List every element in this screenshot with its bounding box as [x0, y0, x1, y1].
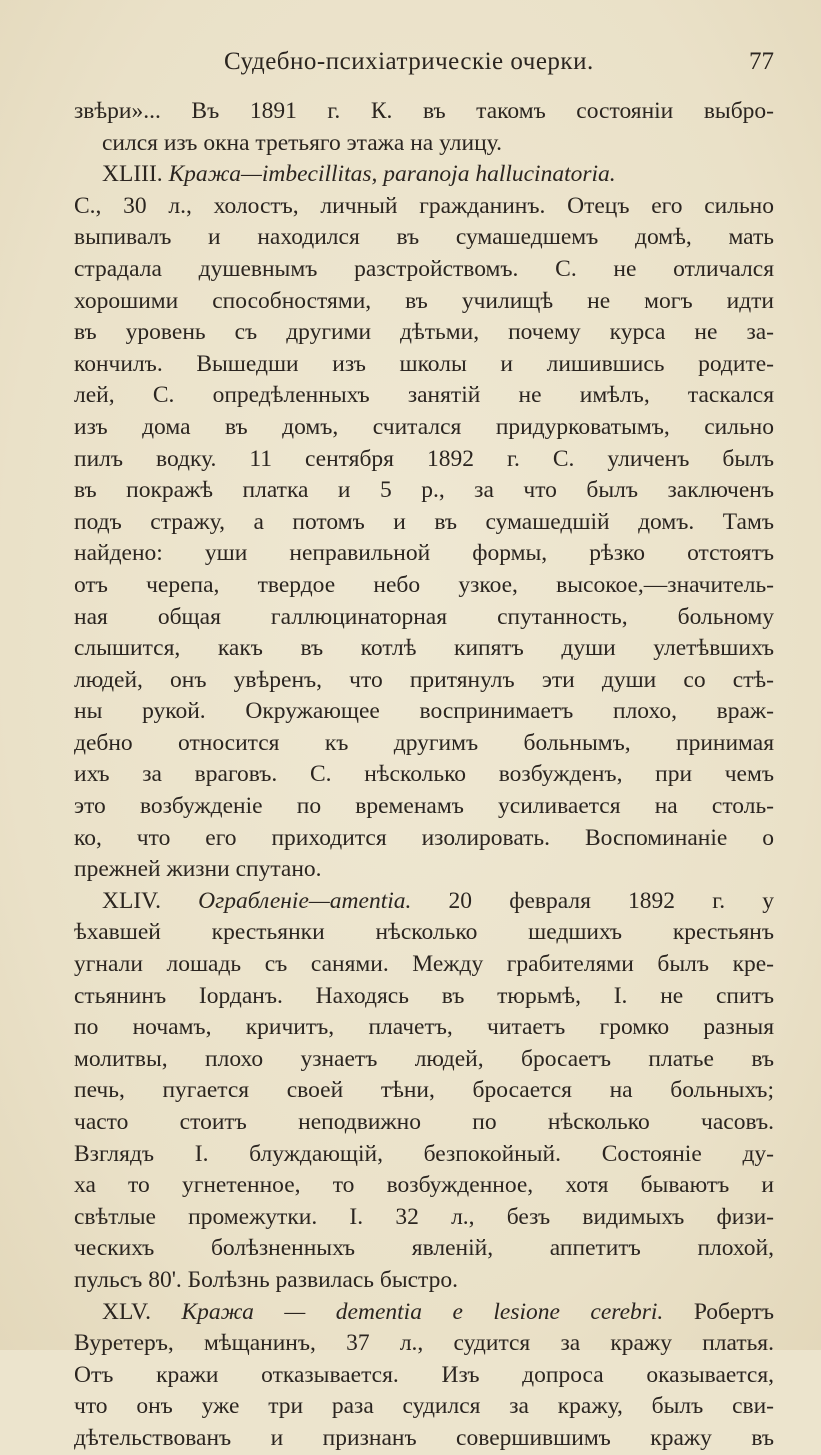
text-line: людей, онъ увѣренъ, что притянулъ эти души со стѣ- — [74, 666, 774, 693]
case-number: XLIII. — [102, 161, 163, 188]
text-line: пульсъ 80'. Болѣзнь развилась быстро. — [74, 1266, 458, 1293]
text-line: по ночамъ, кричитъ, плачетъ, читаетъ громко разныя — [74, 1014, 774, 1041]
text-line: стьянинъ Іорданъ. Находясь въ тюрьмѣ, І. не спитъ — [74, 982, 774, 1009]
text-line: свѣтлые промежутки. І. 32 л., безъ видимыхъ физи- — [74, 1203, 774, 1230]
text-line: угнали лошадь съ санями. Между грабителями былъ кре- — [74, 951, 774, 978]
text-line: кончилъ. Вышедши изъ школы и лишившись родите- — [74, 350, 774, 377]
text-line: прежней жизни спутано. — [74, 856, 322, 883]
text-line: изъ дома въ домъ, считался придурковатымъ, сильно — [74, 413, 774, 440]
text-line: въ покражѣ платка и 5 р., за что былъ заключенъ — [74, 477, 774, 504]
text-line: въ уровень съ другими дѣтьми, почему курса не за- — [74, 319, 774, 346]
case-heading-xlv — [74, 1297, 774, 1329]
case-title: Ограбленіе—amentia. — [198, 887, 412, 914]
text-line: хорошими способностями, въ училищѣ не могъ идти — [74, 287, 774, 314]
text-line: молитвы, плохо узнаетъ людей, бросаетъ платье въ — [74, 1045, 774, 1072]
text-line: печь, пугается своей тѣни, бросается на больныхъ; — [74, 1077, 774, 1104]
text-line: подъ стражу, а потомъ и въ сумашедшій домъ. Тамъ — [74, 508, 774, 535]
text-line: дѣтельствованъ и признанъ совершившимъ кражу въ — [74, 1424, 774, 1451]
text-line: сился изъ окна третьяго этажа на улицу. — [102, 129, 502, 156]
running-title: Судебно-психіатрическіе очерки. — [224, 48, 594, 75]
text-line: это возбужденіе по временамъ усиливается на столь- — [74, 793, 774, 820]
text-line: слышится, какъ въ котлѣ кипятъ души улетѣвшихъ — [74, 635, 774, 662]
text-line: Вуретеръ, мѣщанинъ, 37 л., судится за кражу платья. — [74, 1330, 774, 1357]
text-line: ная общая галлюцинаторная спутанность, больному — [74, 603, 774, 630]
text-line: часто стоитъ неподвижно по нѣсколько часовъ. — [74, 1109, 774, 1135]
text-line: что онъ уже три раза судился за кражу, былъ сви- — [74, 1393, 774, 1420]
text-line: ческихъ болѣзненныхъ явленій, аппетитъ плохой, — [74, 1235, 774, 1262]
text-line: ны рукой. Окружающее воспринимаетъ плохо, враж- — [74, 698, 774, 725]
text-line: ха то угнетенное, то возбужденное, хотя бываютъ и — [74, 1172, 774, 1199]
text-line: отъ черепа, твердое небо узкое, высокое,—значитель- — [74, 571, 774, 598]
text-line: ихъ за враговъ. С. нѣсколько возбужденъ, при чемъ — [74, 761, 774, 788]
page-number: 77 — [749, 48, 774, 75]
text-line: дебно относится къ другимъ больнымъ, принимая — [74, 729, 774, 756]
running-head — [74, 44, 774, 80]
text-line: Взглядъ І. блуждающій, безпокойный. Состояніе ду- — [74, 1140, 774, 1167]
case-number: XLV. — [102, 1298, 151, 1325]
case-heading-xliii — [74, 159, 774, 191]
text-line: лей, С. опредѣленныхъ занятій не имѣлъ, таскался — [74, 382, 774, 409]
text-line: звѣри»... Въ 1891 г. К. въ такомъ состояніи выбро- — [74, 98, 774, 124]
text-line: страдала душевнымъ разстройствомъ. С. не отличался — [74, 255, 774, 282]
case-text: 20 февраля 1892 г. у — [448, 887, 775, 914]
text-line: выпивалъ и находился въ сумашедшемъ домѣ, мать — [74, 224, 774, 251]
text-line: Отъ кражи отказывается. Изъ допроса оказывается, — [74, 1361, 774, 1388]
text-line: пилъ водку. 11 сентября 1892 г. С. уличенъ былъ — [74, 445, 774, 472]
text-line: C., 30 л., холостъ, личный гражданинъ. Отецъ его сильно — [74, 192, 774, 219]
case-title: Кража — dementia e lesione cerebri. — [181, 1298, 664, 1325]
case-heading-xliv — [74, 886, 774, 918]
text-line: ко, что его приходится изолировать. Воспоминаніе о — [74, 824, 774, 851]
case-text: Робертъ — [693, 1298, 774, 1325]
case-number: XLIV. — [102, 887, 161, 914]
text-line: ѣхавшей крестьянки нѣсколько шедшихъ крестьянъ — [74, 919, 774, 946]
text-line: найдено: уши неправильной формы, рѣзко отстоятъ — [74, 540, 774, 567]
body-text — [74, 96, 774, 1455]
case-title: Кража—imbecillitas, paranoja hallucinatoria. — [168, 161, 616, 188]
